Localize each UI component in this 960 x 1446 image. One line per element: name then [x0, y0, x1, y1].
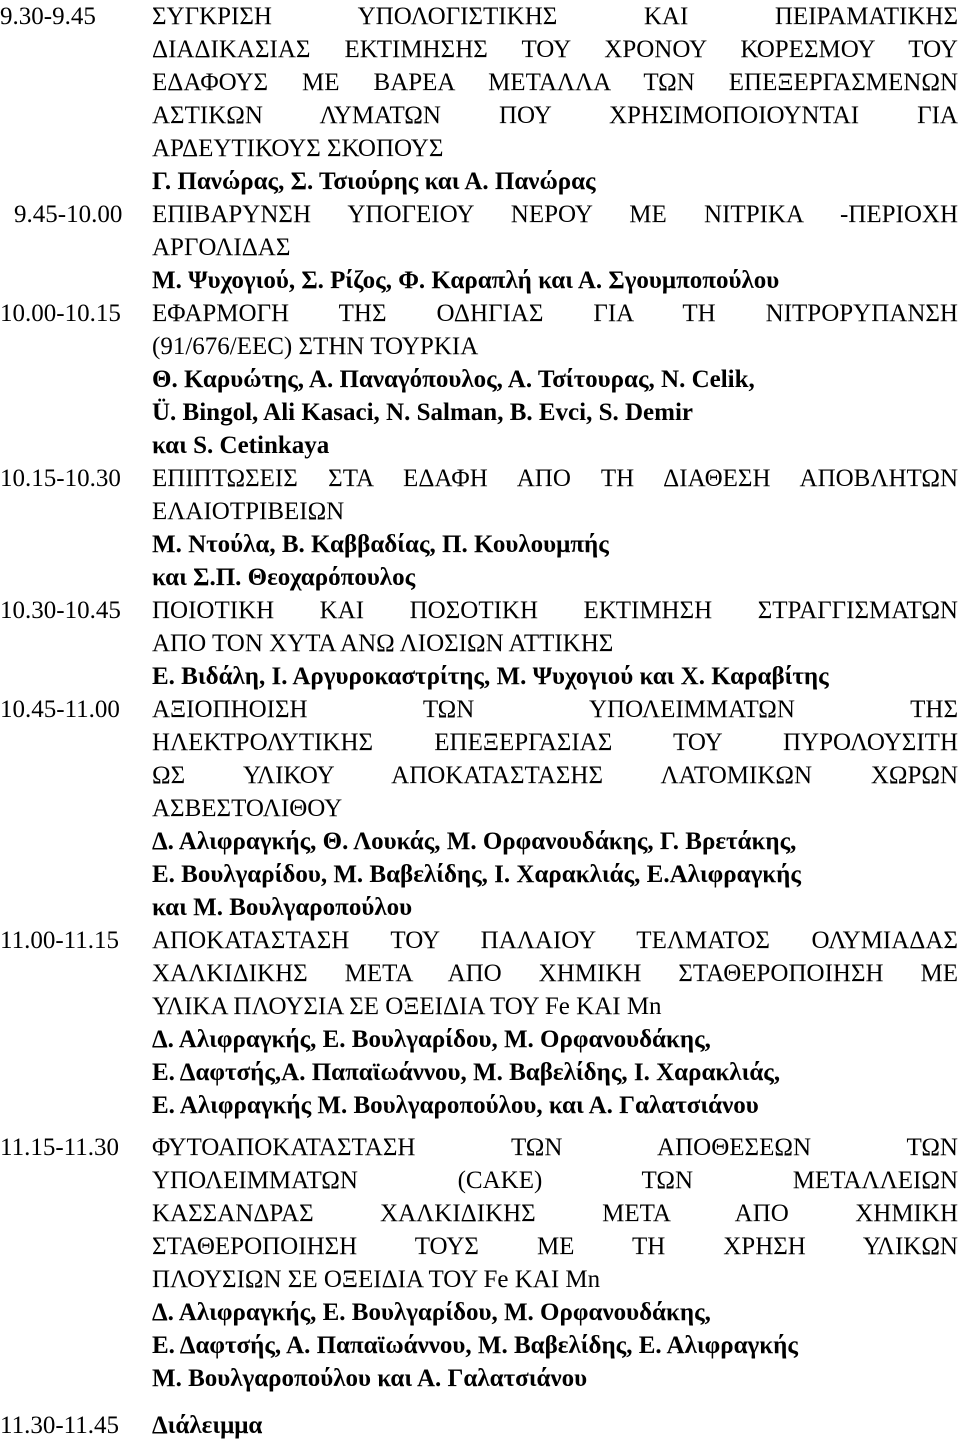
session-time: 10.00-10.15	[0, 300, 121, 327]
session-title-row	[0, 231, 960, 264]
session-row	[0, 297, 960, 330]
session-title-row	[0, 1263, 960, 1296]
session-title-row	[0, 726, 960, 759]
session-title-line: ΦΥΤΟΑΠΟΚΑΤΑΣΤΑΣΗ ΤΩΝ ΑΠΟΘΕΣΕΩΝ ΤΩΝ	[152, 1134, 958, 1161]
session-title-row	[0, 99, 960, 132]
session-authors: Μ. Ντούλα, Β. Καββαδίας, Π. Κουλουμπής	[152, 531, 609, 558]
session-title-row	[0, 1230, 960, 1263]
session-title-row	[0, 759, 960, 792]
session-title-row	[0, 66, 960, 99]
session-authors-row	[0, 858, 960, 891]
session-authors: Ü. Bingol, Ali Kasaci, N. Salman, B. Evci, S. Demir	[152, 399, 694, 426]
session-authors: Δ. Αλιφραγκής, Ε. Βουλγαρίδου, Μ. Ορφανουδάκης,	[152, 1026, 711, 1053]
session-authors-row	[0, 429, 960, 462]
session-authors: Ε. Αλιφραγκής Μ. Βουλγαροπούλου, και Α. Γαλατσιάνου	[152, 1092, 759, 1119]
session-authors-row	[0, 396, 960, 429]
session-authors: Θ. Καρυώτης, Α. Παναγόπουλος, Α. Τσίτουρας, N. Celik,	[152, 366, 755, 393]
session-row	[0, 924, 960, 957]
session-title-line: ΕΦΑΡΜΟΓΗ ΤΗΣ ΟΔΗΓΙΑΣ ΓΙΑ ΤΗ ΝΙΤΡΟΡΥΠΑΝΣΗ	[152, 300, 958, 327]
session-authors-row	[0, 1362, 960, 1395]
session-authors-row	[0, 165, 960, 198]
session-title-line: ΔΙΑΔΙΚΑΣΙΑΣ ΕΚΤΙΜΗΣΗΣ ΤΟΥ ΧΡΟΝΟΥ ΚΟΡΕΣΜΟΥ ΤΟΥ	[152, 36, 958, 63]
session-authors-row	[0, 1023, 960, 1056]
session-title-row	[0, 330, 960, 363]
session-title-line: ΑΡΔΕΥΤΙΚΟΥΣ ΣΚΟΠΟΥΣ	[152, 135, 444, 162]
session-row	[0, 198, 960, 231]
session-row	[0, 594, 960, 627]
session-authors-row	[0, 825, 960, 858]
session-title-line: ΣΥΓΚΡΙΣΗ ΥΠΟΛΟΓΙΣΤΙΚΗΣ ΚΑΙ ΠΕΙΡΑΜΑΤΙΚΗΣ	[152, 3, 958, 30]
session-authors-row	[0, 1296, 960, 1329]
session-authors-row	[0, 528, 960, 561]
session-title-line: ΕΛΑΙΟΤΡΙΒΕΙΩΝ	[152, 498, 345, 525]
session-title-line: ΠΟΙΟΤΙΚΗ ΚΑΙ ΠΟΣΟΤΙΚΗ ΕΚΤΙΜΗΣΗ ΣΤΡΑΓΓΙΣΜΑΤΩΝ	[152, 597, 958, 624]
session-title-line: ΑΠΟΚΑΤΑΣΤΑΣΗ ΤΟΥ ΠΑΛΑΙΟΥ ΤΕΛΜΑΤΟΣ ΟΛΥΜΙΑΔΑΣ	[152, 927, 958, 954]
session-title-line: ΚΑΣΣΑΝΔΡΑΣ ΧΑΛΚΙΔΙΚΗΣ ΜΕΤΑ ΑΠΟ ΧΗΜΙΚΗ	[152, 1200, 958, 1227]
break-label: Διάλειμμα	[152, 1412, 263, 1439]
session-time: 9.45-10.00	[14, 201, 123, 228]
session-title-row	[0, 495, 960, 528]
session-authors-row	[0, 1056, 960, 1089]
session-title-row	[0, 627, 960, 660]
session-authors: Ε. Δαφτσής,Α. Παπαϊωάννου, Μ. Βαβελίδης, Ι. Χαρακλιάς,	[152, 1059, 781, 1086]
session-title-line: ΕΠΙΠΤΩΣΕΙΣ ΣΤΑ ΕΔΑΦΗ ΑΠΟ ΤΗ ΔΙΑΘΕΣΗ ΑΠΟΒΛΗΤΩΝ	[152, 465, 958, 492]
session-authors-row	[0, 660, 960, 693]
session-authors-row	[0, 363, 960, 396]
session-title-line: ΑΣΤΙΚΩΝ ΛΥΜΑΤΩΝ ΠΟΥ ΧΡΗΣΙΜΟΠΟΙΟΥΝΤΑΙ ΓΙΑ	[152, 102, 958, 129]
session-authors: Δ. Αλιφραγκής, Ε. Βουλγαρίδου, Μ. Ορφανουδάκης,	[152, 1299, 711, 1326]
session-title-line: ΕΠΙΒΑΡΥΝΣΗ ΥΠΟΓΕΙΟΥ ΝΕΡΟΥ ΜΕ ΝΙΤΡΙΚΑ -ΠΕΡΙΟΧΗ	[152, 201, 958, 228]
session-time: 10.45-11.00	[0, 696, 120, 723]
session-authors: και Μ. Βουλγαροπούλου	[152, 894, 413, 921]
session-title-line: ΑΡΓΟΛΙΔΑΣ	[152, 234, 291, 261]
session-title-line: ΕΔΑΦΟΥΣ ΜΕ ΒΑΡΕΑ ΜΕΤΑΛΛΑ ΤΩΝ ΕΠΕΞΕΡΓΑΣΜΕΝΩΝ	[152, 69, 958, 96]
session-row	[0, 693, 960, 726]
session-time: 10.30-10.45	[0, 597, 121, 624]
session-title-row	[0, 1164, 960, 1197]
session-row	[0, 462, 960, 495]
session-title-row	[0, 132, 960, 165]
session-title-line: ΥΠΟΛΕΙΜΜΑΤΩΝ (CAKE) ΤΩΝ ΜΕΤΑΛΛΕΙΩΝ	[152, 1167, 958, 1194]
session-title-line: ΠΛΟΥΣΙΩΝ ΣΕ ΟΞΕΙΔΙΑ ΤΟΥ Fe ΚΑΙ Mn	[152, 1266, 601, 1293]
session-authors: και Σ.Π. Θεοχαρόπουλος	[152, 564, 416, 591]
session-time: 11.00-11.15	[0, 927, 119, 954]
session-authors: Μ. Ψυχογιού, Σ. Ρίζος, Φ. Καραπλή και Α. Σγουμποπούλου	[152, 267, 780, 294]
session-authors-row	[0, 561, 960, 594]
session-title-line: ΑΠΟ ΤΟΝ ΧΥΤΑ ΑΝΩ ΛΙΟΣΙΩΝ ΑΤΤΙΚΗΣ	[152, 630, 614, 657]
session-authors: Γ. Πανώρας, Σ. Τσιούρης και Α. Πανώρας	[152, 168, 596, 195]
session-authors-row	[0, 891, 960, 924]
session-title-line: ΣΤΑΘΕΡΟΠΟΙΗΣΗ ΤΟΥΣ ΜΕ ΤΗ ΧΡΗΣΗ ΥΛΙΚΩΝ	[152, 1233, 958, 1260]
break-row	[0, 1409, 960, 1442]
session-authors: Ε. Δαφτσής, Α. Παπαϊωάννου, Μ. Βαβελίδης, Ε. Αλιφραγκής	[152, 1332, 798, 1359]
session-title-row	[0, 990, 960, 1023]
session-title-line: ΑΣΒΕΣΤΟΛΙΘΟΥ	[152, 795, 343, 822]
session-title-row	[0, 957, 960, 990]
session-authors: Δ. Αλιφραγκής, Θ. Λουκάς, Μ. Ορφανουδάκης, Γ. Βρετάκης,	[152, 828, 797, 855]
session-title-row	[0, 792, 960, 825]
session-authors-row	[0, 1089, 960, 1122]
break-time: 11.30-11.45	[0, 1412, 119, 1439]
session-authors: Ε. Βιδάλη, Ι. Αργυροκαστρίτης, Μ. Ψυχογιού και Χ. Καραβίτης	[152, 663, 829, 690]
session-title-line: ΧΑΛΚΙΔΙΚΗΣ ΜΕΤΑ ΑΠΟ ΧΗΜΙΚΗ ΣΤΑΘΕΡΟΠΟΙΗΣΗ ΜΕ	[152, 960, 958, 987]
session-time: 10.15-10.30	[0, 465, 121, 492]
session-title-line: ΩΣ ΥΛΙΚΟΥ ΑΠΟΚΑΤΑΣΤΑΣΗΣ ΛΑΤΟΜΙΚΩΝ ΧΩΡΩΝ	[152, 762, 958, 789]
session-row	[0, 0, 960, 33]
session-authors-row	[0, 264, 960, 297]
session-title-line: ΗΛΕΚΤΡΟΛΥΤΙΚΗΣ ΕΠΕΞΕΡΓΑΣΙΑΣ ΤΟΥ ΠΥΡΟΛΟΥΣΙΤΗ	[152, 729, 958, 756]
session-time: 9.30-9.45	[0, 3, 96, 30]
session-authors-row	[0, 1329, 960, 1362]
session-title-line: (91/676/EEC) ΣΤΗΝ ΤΟΥΡΚΙΑ	[152, 333, 479, 360]
session-time: 11.15-11.30	[0, 1134, 119, 1161]
session-title-line: ΑΞΙΟΠΗΟΙΣΗ ΤΩΝ ΥΠΟΛΕΙΜΜΑΤΩΝ ΤΗΣ	[152, 696, 958, 723]
session-title-row	[0, 1197, 960, 1230]
session-authors: Μ. Βουλγαροπούλου και Α. Γαλατσιάνου	[152, 1365, 588, 1392]
session-title-row	[0, 33, 960, 66]
session-title-line: ΥΛΙΚΑ ΠΛΟΥΣΙΑ ΣΕ ΟΞΕΙΔΙΑ ΤΟΥ Fe ΚΑΙ Mn	[152, 993, 662, 1020]
session-authors: Ε. Βουλγαρίδου, Μ. Βαβελίδης, Ι. Χαρακλιάς, Ε.Αλιφραγκής	[152, 861, 801, 888]
session-authors: και S. Cetinkaya	[152, 432, 330, 459]
session-row	[0, 1131, 960, 1164]
